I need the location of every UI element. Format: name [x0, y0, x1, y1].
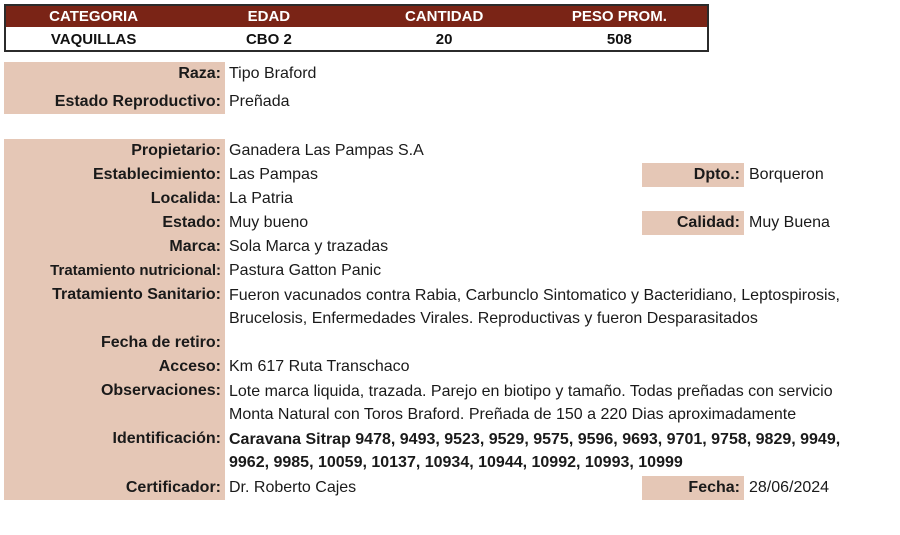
fecha-value: 28/06/2024	[749, 479, 830, 496]
acceso-value: Km 617 Ruta Transchaco	[229, 358, 410, 375]
tratamiento-sanitario-value: Fueron vacunados contra Rabia, Carbunclo Sintomatico y Bacteridiano, Leptospirosis, Brucelosis, Enfermedades Virales. Reproductivas y fueron Desparasitados	[229, 287, 840, 327]
estado-reproductivo-value: Preñada	[229, 93, 290, 110]
localida-value: La Patria	[229, 190, 294, 207]
header-peso-prom: PESO PROM.	[571, 8, 667, 25]
identificacion-value: Caravana Sitrap 9478, 9493, 9523, 9529, 9575, 9596, 9693, 9701, 9758, 9829, 9949, 9962, 9985, 10059, 10137, 10934, 10944, 10992, 10993, 10999	[229, 431, 841, 471]
value-cantidad: 20	[435, 31, 453, 48]
raza-label: Raza:	[4, 62, 225, 86]
header-edad: EDAD	[247, 8, 291, 25]
estado-reproductivo-label: Estado Reproductivo:	[4, 90, 225, 114]
certificador-label: Certificador:	[4, 476, 225, 500]
estado-label: Estado:	[4, 211, 225, 235]
propietario-label: Propietario:	[4, 139, 225, 163]
estado-value: Muy bueno	[229, 214, 309, 231]
certificador-value: Dr. Roberto Cajes	[229, 479, 357, 496]
header-categoria: CATEGORIA	[49, 8, 139, 25]
establecimiento-label: Establecimiento:	[4, 163, 225, 187]
summary-table	[4, 4, 709, 52]
tratamiento-nutricional-label: Tratamiento nutricional:	[4, 259, 225, 283]
fecha-retiro-label: Fecha de retiro:	[4, 331, 225, 355]
tratamiento-nutricional-value: Pastura Gatton Panic	[229, 262, 382, 279]
identificacion-label: Identificación:	[4, 427, 225, 451]
establecimiento-value: Las Pampas	[229, 166, 318, 183]
calidad-value: Muy Buena	[749, 214, 830, 231]
marca-label: Marca:	[4, 235, 225, 259]
calidad-label: Calidad:	[642, 211, 744, 235]
tratamiento-sanitario-label: Tratamiento Sanitario:	[4, 283, 225, 307]
value-edad: CBO 2	[245, 31, 292, 48]
observaciones-value: Lote marca liquida, trazada. Parejo en biotipo y tamaño. Todas preñadas con servicio Monta Natural con Toros Braford. Preñada de 150 a 220 Dias aproximadamente	[229, 383, 833, 423]
value-categoria: VAQUILLAS	[50, 31, 137, 48]
header-cantidad: CANTIDAD	[404, 8, 484, 25]
propietario-value: Ganadera Las Pampas S.A	[229, 142, 424, 159]
acceso-label: Acceso:	[4, 355, 225, 379]
dpto-value: Borqueron	[749, 166, 824, 183]
value-peso-prom: 508	[606, 31, 632, 48]
raza-value: Tipo Braford	[229, 65, 317, 82]
fecha-label: Fecha:	[642, 476, 744, 500]
marca-value: Sola Marca y trazadas	[229, 238, 389, 255]
summary-header-row	[6, 6, 707, 27]
observaciones-label: Observaciones:	[4, 379, 225, 403]
localida-label: Localida:	[4, 187, 225, 211]
dpto-label: Dpto.:	[642, 163, 744, 187]
